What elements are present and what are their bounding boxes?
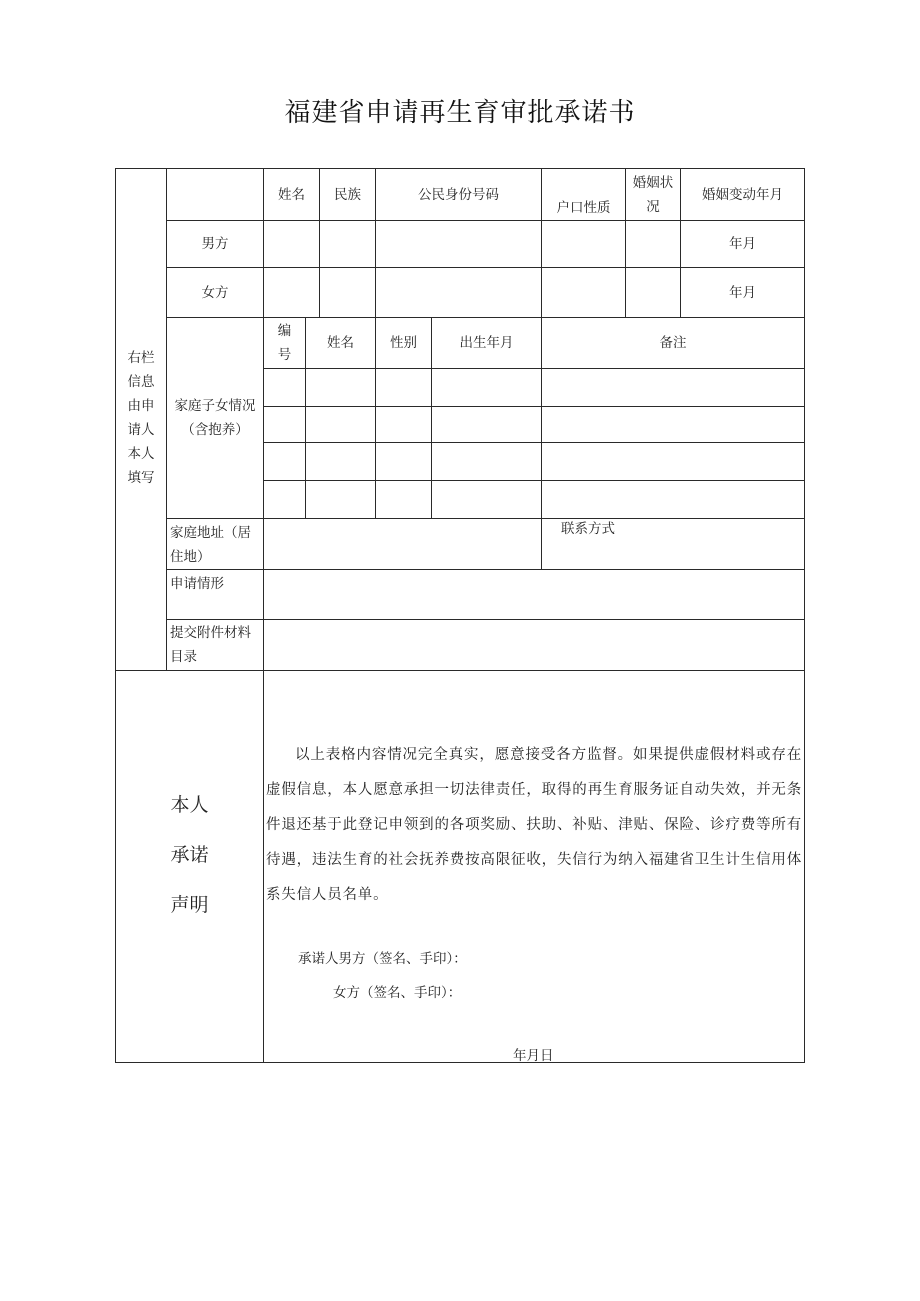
header-ethnicity: 民族: [334, 186, 361, 203]
children-section-label: 家庭子女情况 （含抱养）: [174, 398, 256, 438]
header-marital-status: 婚姻状 况: [632, 174, 674, 215]
pledge-date: 年月日: [513, 1048, 554, 1064]
row-female-label: 女方: [201, 284, 229, 301]
header-name: 姓名: [278, 186, 305, 203]
header-household-type: 户口性质: [556, 199, 611, 216]
attachments-label: 提交附件材料 目录: [170, 625, 251, 665]
pledge-text: 以上表格内容情况完全真实，愿意接受各方监督。如果提供虚假材料或存在虚假信息，本人愿意承担一切法律责任，取得的再生育服务证自动失效，并无条件退还基于此登记申领到的各项奖励、扶助、补贴、津贴、保险、诊疗费等所有待遇，违法生育的社会抚养费按高限征收，失信行为纳入福建省卫生计生信用体系失信人员名单。: [266, 747, 802, 903]
children-header-remarks: 备注: [659, 335, 687, 351]
children-header-name: 姓名: [327, 335, 354, 351]
children-header-number: 编 号: [277, 323, 292, 363]
side-note: [116, 346, 166, 490]
header-marital-change-date: 婚姻变动年月: [702, 186, 783, 203]
male-signature-line: 承诺人男方（签名、手印）：: [298, 951, 467, 967]
children-header-birth-date: 出生年月: [459, 335, 514, 351]
side-note-text: 右栏 信息 由申 请人 本人 填写: [127, 350, 155, 486]
row-male-label: 男方: [201, 236, 229, 252]
female-signature-line: 女方（签名、手印）：: [333, 985, 462, 1001]
address-label: 家庭地址（居 住地）: [170, 525, 251, 565]
row-female-year-month: 年月: [729, 284, 756, 301]
situation-label: 申请情形: [170, 576, 224, 592]
row-male-year-month: 年月: [729, 236, 756, 252]
children-header-gender: 性别: [390, 335, 417, 351]
pledge-label: 本人 承诺 声明: [170, 794, 209, 916]
page-title: 福建省申请再生育审批承诺书: [284, 98, 636, 128]
contact-label: 联系方式: [561, 521, 615, 537]
header-id-number: 公民身份号码: [418, 186, 499, 203]
